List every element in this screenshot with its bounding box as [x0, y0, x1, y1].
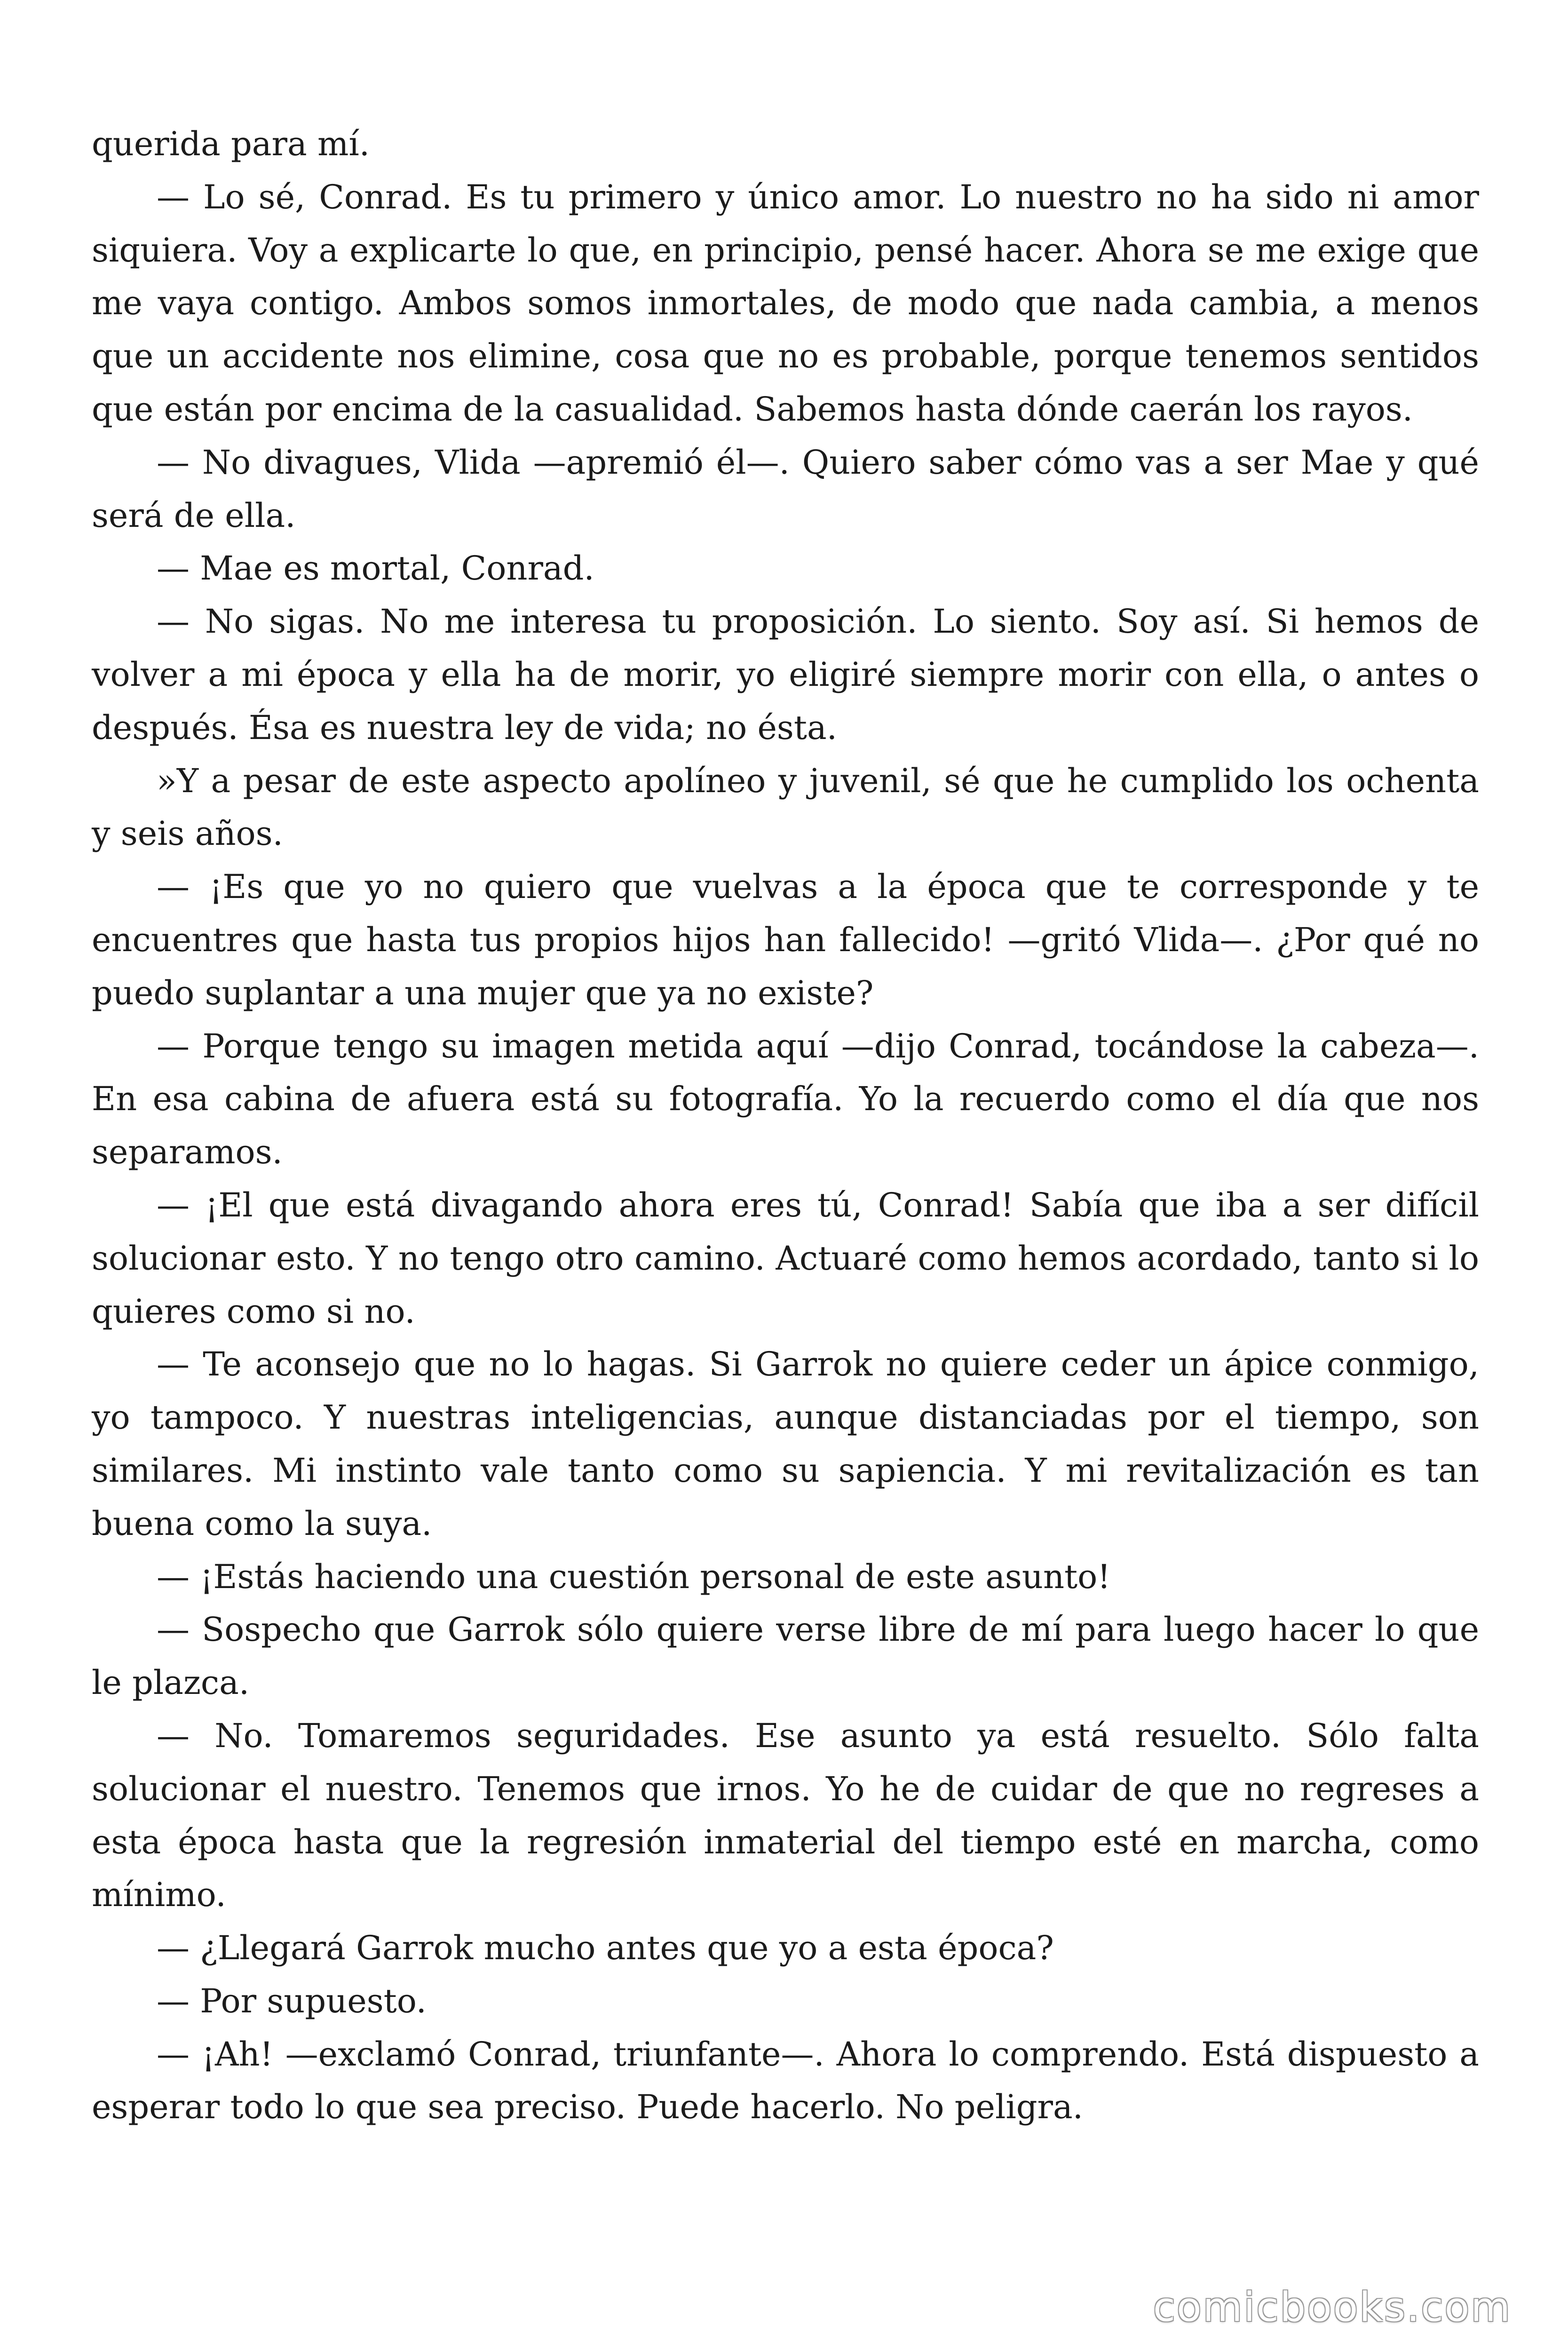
paragraph-11: — ¡Estás haciendo una cuestión personal de este asunto!	[157, 1557, 1111, 1596]
paragraph-2: — Lo sé, Conrad. Es tu primero y único amor. Lo nuestro no ha sido ni amor siquiera. Voy a explicarte lo que, en principio, pensé hacer. Ahora se me exige que me vaya contigo. Ambos somos inmortales, de modo que nada cambia, a menos que un accidente nos elimine, cosa que no es probable, porque tenemos sentidos que están por encima de la casualidad. Sabemos hasta dónde caerán los rayos.	[92, 177, 1479, 429]
paragraph-6: »Y a pesar de este aspecto apolíneo y juvenil, sé que he cumplido los ochenta y seis años.	[92, 761, 1479, 853]
paragraph-15: — Por supuesto.	[157, 1981, 427, 2020]
paragraph-8: — Porque tengo su imagen metida aquí —dijo Conrad, tocándose la cabeza—. En esa cabina de afuera está su fotografía. Yo la recuerdo como el día que nos separamos.	[92, 1026, 1479, 1172]
watermark: comicbooks.com	[1153, 2284, 1512, 2331]
paragraph-13: — No. Tomaremos seguridades. Ese asunto ya está resuelto. Sólo falta solucionar el nuestro. Tenemos que irnos. Yo he de cuidar de que no regreses a esta época hasta que la regresión inmaterial del tiempo esté en marcha, como mínimo.	[92, 1716, 1479, 1915]
paragraph-4: — Mae es mortal, Conrad.	[157, 549, 594, 588]
paragraph-9: — ¡El que está divagando ahora eres tú, Conrad! Sabía que iba a ser difícil solucionar esto. Y no tengo otro camino. Actuaré como hemos acordado, tanto si lo quieres como si no.	[92, 1185, 1479, 1331]
page-body	[92, 118, 1479, 2134]
paragraph-7: — ¡Es que yo no quiero que vuelvas a la época que te corresponde y te encuentres que hasta tus propios hijos han fallecido! —gritó Vlida—. ¿Por qué no puedo suplantar a una mujer que ya no existe?	[92, 867, 1479, 1012]
paragraph-1: querida para mí.	[92, 125, 370, 163]
paragraph-5: — No sigas. No me interesa tu proposición. Lo siento. Soy así. Si hemos de volver a mi época y ella ha de morir, yo eligiré siempre morir con ella, o antes o después. Ésa es nuestra ley de vida; no ésta.	[92, 602, 1479, 747]
paragraph-16: — ¡Ah! —exclamó Conrad, triunfante—. Ahora lo comprendo. Está dispuesto a esperar todo lo que sea preciso. Puede hacerlo. No peligra.	[92, 2034, 1479, 2127]
paragraph-3: — No divagues, Vlida —apremió él—. Quiero saber cómo vas a ser Mae y qué será de ella.	[92, 443, 1479, 535]
paragraph-12: — Sospecho que Garrok sólo quiere verse libre de mí para luego hacer lo que le plazca.	[92, 1610, 1479, 1702]
paragraph-10: — Te aconsejo que no lo hagas. Si Garrok no quiere ceder un ápice conmigo, yo tampoco. Y nuestras inteligencias, aunque distanciadas por el tiempo, son similares. Mi instinto vale tanto como su sapiencia. Y mi revitalización es tan buena como la suya.	[92, 1345, 1479, 1543]
paragraph-14: — ¿Llegará Garrok mucho antes que yo a esta época?	[157, 1929, 1054, 1968]
